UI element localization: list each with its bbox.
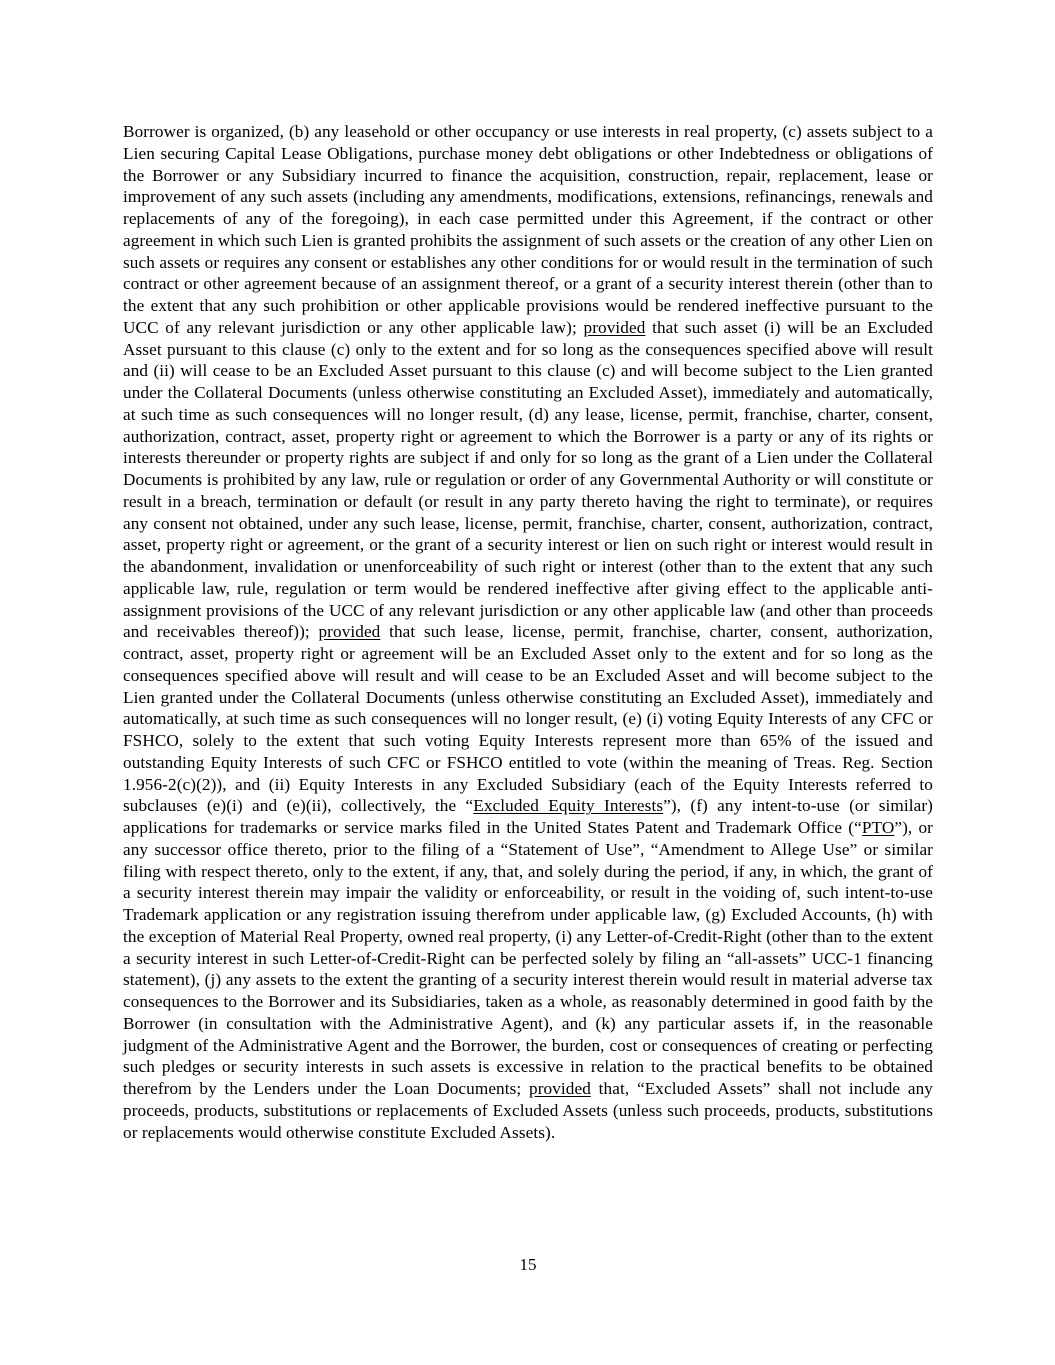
text-run: ”), (f) any intent-to-use (or similar) applications for trademarks or service marks filed in the United States Patent and Trademark Office (“ bbox=[123, 796, 933, 837]
text-run: Borrower is organized, (b) any leasehold or other occupancy or use interests in real property, (c) assets subject to a Lien securing Capital Lease Obligations, purchase money debt obligations or other Indebtedness or obligations of the Borrower or any Subsidiary incurred to finance the acquisition, construction, repair, replacement, lease or improvement of any such assets (including any amendments, modifications, extensions, refinancings, renewals and replacements of any of the foregoing), in each case permitted under this Agreement, if the contract or other agreement in which such Lien is granted prohibits the assignment of such assets or the creation of any other Lien on such assets or requires any consent or establishes any other conditions for or would result in the termination of such contract or other agreement because of an assignment thereof, or a grant of a security interest therein (other than to the extent that any such prohibition or other applicable provisions would be rendered ineffective pursuant to the UCC of any relevant jurisdiction or any other applicable law); bbox=[123, 122, 933, 337]
text-run: that such lease, license, permit, franchise, charter, consent, authorization, contract, asset, property right or agreement will be an Excluded Asset only to the extent and for so long as the consequences specified above will result and will cease to be an Excluded Asset and will become subject to the Lien granted under the Collateral Documents (unless otherwise constituting an Excluded Asset), immediately and automatically, at such time as such consequences will no longer result, (e) (i) voting Equity Interests of any CFC or FSHCO, solely to the extent that such voting Equity Interests represent more than 65% of the issued and outstanding Equity Interests of such CFC or FSHCO entitled to vote (within the meaning of Treas. Reg. Section 1.956-2(c)(2)), and (ii) Equity Interests in any Excluded Subsidiary (each of the Equity Interests referred to subclauses (e)(i) and (e)(ii), collectively, the “ bbox=[123, 622, 933, 816]
underlined-term: provided bbox=[529, 1079, 591, 1098]
text-run: ”), or any successor office thereto, prior to the filing of a “Statement of Use”, “Amendment to Allege Use” or similar filing with respect thereto, only to the extent, if any, that, and solely during the period, if any, in which, the grant of a security interest therein may impair the validity or enforceability, or result in the voiding of, such intent-to-use Trademark application or any registration issuing therefrom under applicable law, (g) Excluded Accounts, (h) with the exception of Material Real Property, owned real property, (i) any Letter-of-Credit-Right (other than to the extent a security interest in such Letter-of-Credit-Right can be perfected solely by filing an “all-assets” UCC-1 financing statement), (j) any assets to the extent the granting of a security interest therein would result in material adverse tax consequences to the Borrower and its Subsidiaries, taken as a whole, as reasonably determined in good faith by the Borrower (in consultation with the Administrative Agent), and (k) any particular assets if, in the reasonable judgment of the Administrative Agent and the Borrower, the burden, cost or consequences of creating or perfecting such pledges or security interests in such assets is excessive in relation to the practical benefits to be obtained therefrom by the Lenders under the Loan Documents; bbox=[123, 818, 933, 1098]
text-run: that, “Excluded Assets” shall not include any proceeds, products, substitutions or replacements of Excluded Assets (unless such proceeds, products, substitutions or replacements would otherwise constitute Excluded Assets). bbox=[123, 1079, 933, 1142]
underlined-term: provided bbox=[583, 317, 646, 337]
text-run: that such asset (i) will be an Excluded Asset pursuant to this clause (c) only to the extent and for so long as the consequences specified above will result and (ii) will cease to be an Excluded Asset pursuant to this clause (c) and will become subject to the Lien granted under the Collateral Documents (unless otherwise constituting an Excluded Asset), immediately and automatically, at such time as such consequences will no longer result, (d) any lease, license, permit, franchise, charter, consent, authorization, contract, asset, property right or agreement to which the Borrower is a party or any of its rights or interests thereunder or property rights are subject if and only for so long as the grant of a Lien under the Collateral Documents is prohibited by any law, rule or regulation or order of any Governmental Authority or will constitute or result in a breach, termination or default (or result in any party thereto having the right to terminate), or requires any consent not obtained, under any such lease, license, permit, franchise, charter, consent, authorization, contract, asset, property right or agreement, or the grant of a security interest or lien on such right or interest would result in the abandonment, invalidation or unenforceability of such right or interest (other than to the extent that any such applicable law, rule, regulation or term would be rendered ineffective after giving effect to the applicable anti-assignment provisions of the UCC of any relevant jurisdiction or any other applicable law (and other than proceeds and receivables thereof)); bbox=[123, 317, 933, 642]
page-number: 15 bbox=[519, 1255, 537, 1274]
underlined-term: PTO bbox=[861, 818, 895, 837]
body-paragraph bbox=[123, 121, 933, 1143]
underlined-term: Excluded Equity Interests bbox=[473, 796, 664, 816]
underlined-term: provided bbox=[318, 622, 381, 642]
